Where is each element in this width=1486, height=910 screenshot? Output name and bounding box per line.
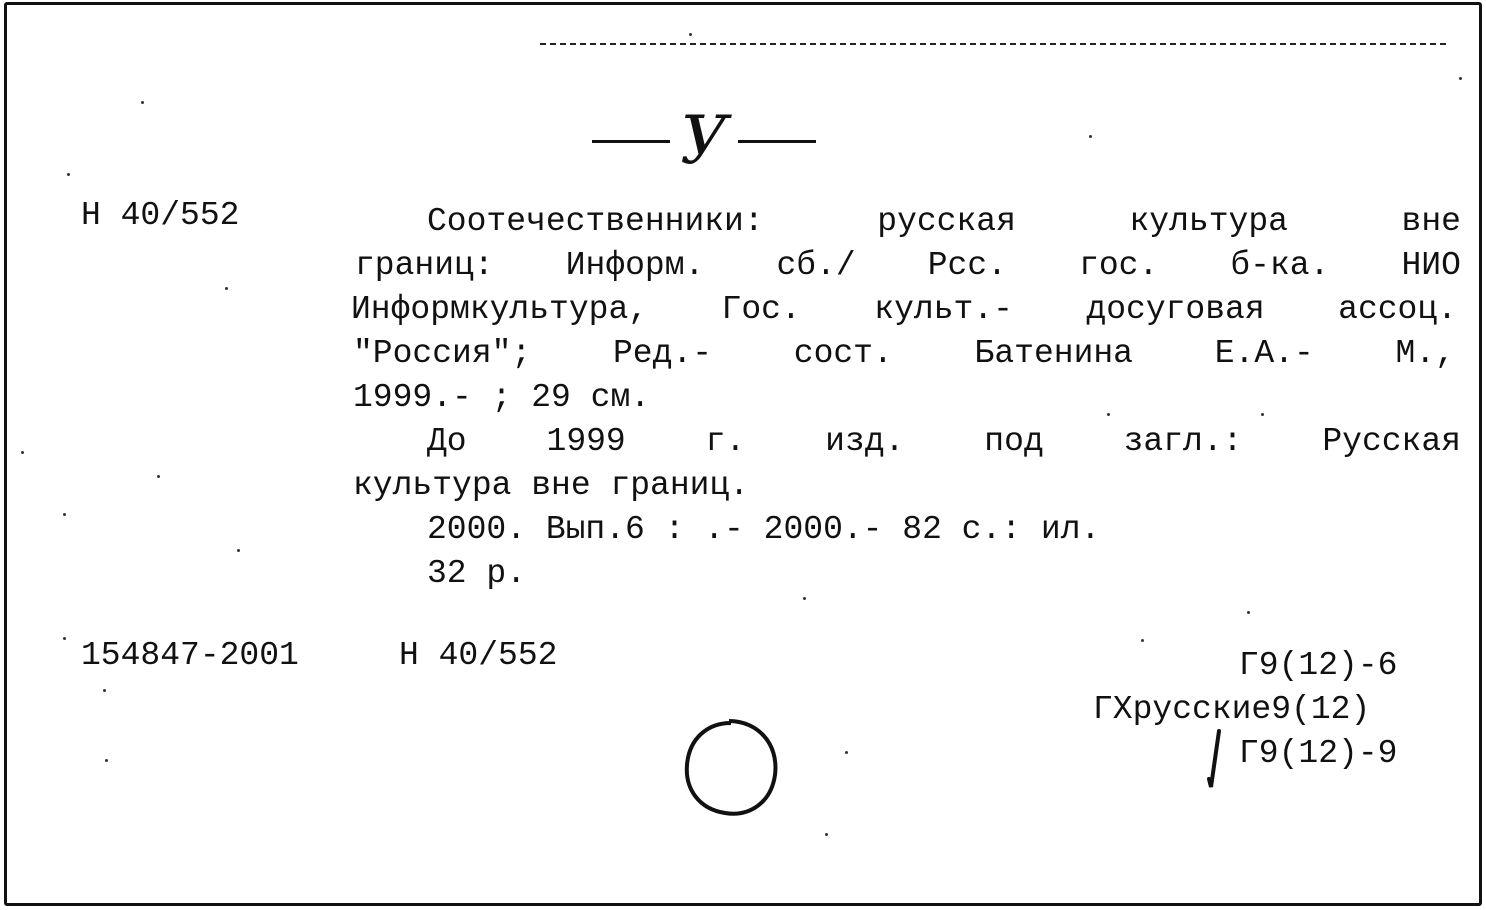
note-word: г. bbox=[705, 423, 746, 460]
description-word: культ.- bbox=[874, 291, 1013, 328]
description-word: вне bbox=[1401, 203, 1461, 240]
scan-speck bbox=[1459, 77, 1462, 80]
note-word: Русская bbox=[1322, 423, 1461, 460]
shelf-mark: Н 40/552 bbox=[81, 197, 240, 234]
classification-index-3: Г9(12)-9 bbox=[1239, 735, 1398, 772]
description-word: б-ка. bbox=[1230, 247, 1330, 284]
scan-speck bbox=[67, 173, 70, 176]
note-line-2: культура вне границ. bbox=[353, 467, 750, 504]
classification-index-2: ГХрусские9(12) bbox=[1093, 691, 1371, 728]
description-word: гос. bbox=[1079, 247, 1159, 284]
description-word: сб./ bbox=[776, 247, 856, 284]
top-dashed-rule bbox=[540, 43, 1446, 45]
stamp-circle-mark bbox=[679, 713, 789, 823]
description-word: границ: bbox=[355, 247, 494, 284]
description-word: Ред.- bbox=[612, 335, 713, 372]
description-word: культура bbox=[1129, 203, 1288, 240]
catalog-card bbox=[4, 2, 1482, 906]
classification-index-1: Г9(12)-6 bbox=[1239, 647, 1398, 684]
description-line-5: 1999.- ; 29 см. bbox=[353, 379, 651, 416]
scan-speck bbox=[803, 597, 806, 600]
scan-speck bbox=[1089, 135, 1092, 138]
description-word: Рсс. bbox=[927, 247, 1007, 284]
scan-speck bbox=[1141, 639, 1144, 642]
scan-speck bbox=[63, 513, 66, 516]
note-word: загл.: bbox=[1123, 423, 1243, 460]
scan-speck bbox=[1107, 413, 1110, 416]
description-line-3 bbox=[351, 291, 1457, 328]
letter-mark-text: У bbox=[680, 102, 728, 179]
description-word: Информкультура, bbox=[351, 291, 649, 328]
description-word: русская bbox=[877, 203, 1016, 240]
letter-mark bbox=[579, 101, 829, 181]
description-line-2 bbox=[355, 247, 1461, 284]
description-word: М., bbox=[1395, 335, 1455, 372]
scan-speck bbox=[225, 287, 228, 290]
description-word: ассоц. bbox=[1338, 291, 1457, 328]
note-line-1 bbox=[427, 423, 1461, 460]
scan-speck bbox=[63, 637, 66, 640]
description-word: Батенина bbox=[974, 335, 1133, 372]
inventory-number: 154847-2001 bbox=[81, 637, 299, 674]
scan-speck bbox=[105, 759, 108, 762]
scan-speck bbox=[157, 475, 160, 478]
scan-speck bbox=[141, 101, 144, 104]
scan-speck bbox=[1261, 413, 1264, 416]
description-word: Информ. bbox=[565, 247, 705, 284]
letter-dash-left bbox=[592, 140, 670, 143]
inventory-shelf-mark: Н 40/552 bbox=[399, 637, 558, 674]
scan-speck bbox=[21, 451, 24, 454]
description-word: "Россия"; bbox=[353, 335, 532, 372]
description-line-1 bbox=[355, 203, 1461, 240]
description-line-4 bbox=[353, 335, 1455, 372]
description-word: сост. bbox=[793, 335, 893, 372]
scan-speck bbox=[845, 751, 848, 754]
classification-bracket-mark bbox=[1199, 727, 1229, 797]
issue-line: 2000. Вып.6 : .- 2000.- 82 с.: ил. bbox=[427, 511, 1101, 548]
note-word: 1999 bbox=[546, 423, 626, 460]
description-word: Е.А.- bbox=[1214, 335, 1314, 372]
note-word: До bbox=[427, 423, 467, 460]
scan-speck bbox=[103, 689, 106, 692]
price-line: 32 р. bbox=[427, 555, 527, 592]
note-word: под bbox=[984, 423, 1044, 460]
scan-speck bbox=[237, 549, 240, 552]
description-word: НИО bbox=[1401, 247, 1461, 284]
description-word: досуговая bbox=[1086, 291, 1265, 328]
description-word: Соотечественники: bbox=[427, 203, 764, 240]
scan-speck bbox=[689, 33, 692, 36]
scan-speck bbox=[825, 833, 828, 836]
scan-speck bbox=[1247, 611, 1250, 614]
note-word: изд. bbox=[825, 423, 905, 460]
description-word: Гос. bbox=[721, 291, 801, 328]
letter-dash-right bbox=[738, 140, 816, 143]
